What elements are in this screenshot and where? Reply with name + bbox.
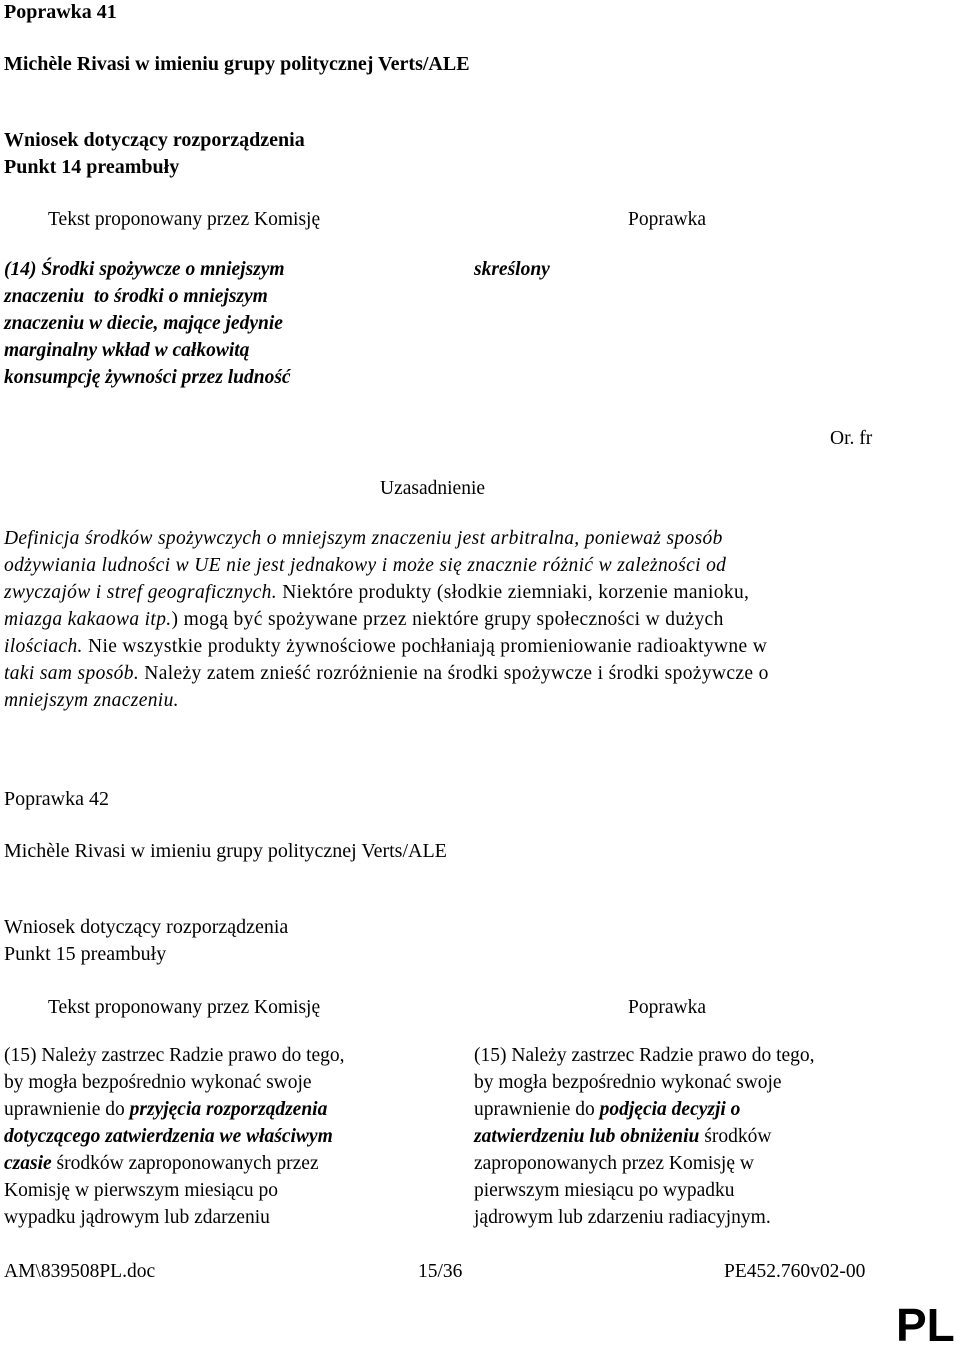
justification-line: mniejszym znaczeniu.: [4, 690, 179, 711]
justification-line: odżywiania ludności w UE nie jest jednakowy i może się znacznie różnić w zależności od: [4, 555, 727, 576]
text-line: konsumpcję żywności przez ludność: [4, 367, 291, 388]
footer-language-mark: PL: [896, 1299, 955, 1351]
text-line: dotyczącego zatwierdzenia we właściwym: [4, 1126, 333, 1147]
justification-line: Definicja środków spożywczych o mniejszym znaczeniu jest arbitralna, ponieważ sposób: [4, 528, 723, 549]
justification-line: miazga kakaowa itp.) mogą być spożywane przez niektóre grupy społeczności w dużych: [4, 609, 724, 630]
justification-title: Uzasadnienie: [380, 478, 486, 499]
amendment-42-proposal-title: [4, 914, 288, 968]
amendment-42-author: Michèle Rivasi w imieniu grupy politycznej Verts/ALE: [4, 840, 447, 862]
proposal-point: Punkt 15 preambuły: [4, 943, 167, 965]
proposal-type: Wniosek dotyczący rozporządzenia: [4, 916, 289, 938]
text-line: uprawnienie do przyjęcia rozporządzenia: [4, 1099, 328, 1120]
text-line: jądrowym lub zdarzeniu radiacyjnym.: [474, 1207, 771, 1228]
amendment-41-heading: Poprawka 41: [4, 1, 117, 23]
footer-page-number: 15/36: [418, 1261, 463, 1282]
amendment-42-amended-text: [474, 1042, 815, 1231]
text-line: uprawnienie do podjęcia decyzji o: [474, 1099, 741, 1120]
justification-text: [4, 525, 769, 714]
text-line: wypadku jądrowym lub zdarzeniu: [4, 1207, 270, 1228]
text-line: (15) Należy zastrzec Radzie prawo do tego,: [474, 1045, 815, 1066]
amendment-42-heading: Poprawka 42: [4, 788, 109, 810]
amendment-41-author: Michèle Rivasi w imieniu grupy politycznej Verts/ALE: [4, 53, 470, 75]
amendment-42-left-col-header: Tekst proponowany przez Komisję: [48, 997, 321, 1018]
amendment-41-left-col-header: Tekst proponowany przez Komisję: [48, 209, 321, 230]
footer-doc-reference: AM\839508PL.doc: [4, 1261, 156, 1282]
amendment-41-right-col-header: Poprawka: [628, 209, 706, 230]
proposal-point: Punkt 14 preambuły: [4, 156, 180, 178]
justification-line: zwyczajów i stref geograficznych. Niektóre produkty (słodkie ziemniaki, korzenie manioku,: [4, 582, 750, 603]
text-line: pierwszym miesiącu po wypadku: [474, 1180, 735, 1201]
text-line: znaczeniu to środki o mniejszym: [4, 286, 268, 307]
amendment-42-commission-text: [4, 1042, 345, 1231]
text-line: by mogła bezpośrednio wykonać swoje: [474, 1072, 782, 1093]
text-line: by mogła bezpośrednio wykonać swoje: [4, 1072, 312, 1093]
amendment-41-amended-text: skreślony: [474, 259, 550, 280]
text-line: zaproponowanych przez Komisję w: [474, 1153, 754, 1174]
amendment-42-right-col-header: Poprawka: [628, 997, 706, 1018]
amendment-41-proposal-title: [4, 127, 305, 181]
original-language: Or. fr: [830, 428, 873, 449]
justification-line: ilościach. Nie wszystkie produkty żywnościowe pochłaniają promieniowanie radioaktywne w: [4, 636, 768, 657]
text-line: (15) Należy zastrzec Radzie prawo do tego,: [4, 1045, 345, 1066]
footer-pe-reference: PE452.760v02-00: [724, 1261, 866, 1282]
amendment-41-commission-text: [4, 256, 291, 391]
text-line: znaczeniu w diecie, mające jedynie: [4, 313, 283, 334]
justification-line: taki sam sposób. Należy zatem znieść rozróżnienie na środki spożywcze i środki spożywcze o: [4, 663, 769, 684]
text-line: Komisję w pierwszym miesiącu po: [4, 1180, 279, 1201]
text-line: (14) Środki spożywcze o mniejszym: [4, 259, 285, 280]
text-line: marginalny wkład w całkowitą: [4, 340, 250, 361]
text-line: czasie środków zaproponowanych przez: [4, 1153, 319, 1174]
proposal-type: Wniosek dotyczący rozporządzenia: [4, 129, 305, 151]
text-line: zatwierdzeniu lub obniżeniu środków: [474, 1126, 772, 1147]
